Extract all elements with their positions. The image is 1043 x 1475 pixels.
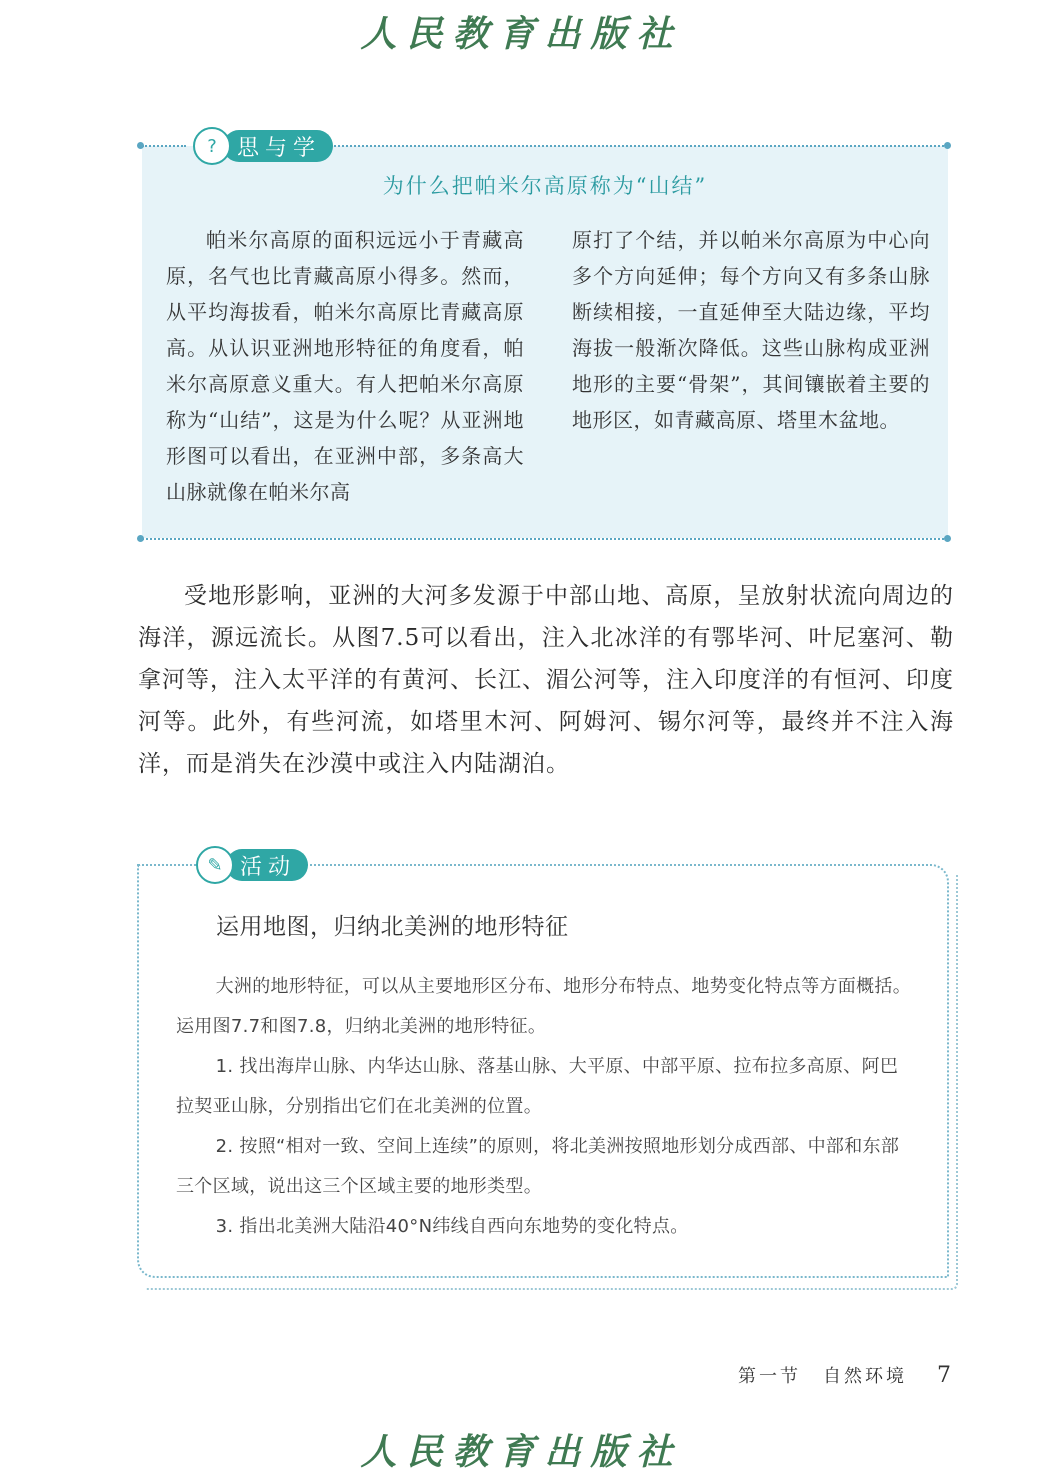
activity-item-1: 1. 找出海岸山脉、内华达山脉、落基山脉、大平原、中部平原、拉布拉多高原、阿巴拉契亚山脉，分别指出它们在北美洲的位置。 xyxy=(176,1056,899,1117)
think-bottom-rule xyxy=(142,538,948,540)
activity-intro: 大洲的地形特征，可以从主要地形区分布、地形分布特点、地势变化特点等方面概括。运用图7.7和图7.8，归纳北美洲的地形特征。 xyxy=(176,976,911,1037)
footer-chapter: 自然环境 xyxy=(823,1366,907,1387)
activity-item-3: 3. 指出北美洲大陆沿40°N纬线自西向东地势的变化特点。 xyxy=(215,1216,689,1237)
activity-title: 运用地图，归纳北美洲的地形特征 xyxy=(216,914,569,940)
rule-dot xyxy=(944,535,951,542)
publisher-watermark-bottom: 人民教育出版社 xyxy=(360,1431,683,1473)
rule-dot xyxy=(944,142,951,149)
activity-icon: ✎ xyxy=(196,846,234,884)
page-footer xyxy=(738,1362,951,1388)
think-right-column: 原打了个结，并以帕米尔高原为中心向多个方向延伸；每个方向又有多条山脉断续相接，一直延伸至大陆边缘，平均海拔一般渐次降低。这些山脉构成亚洲地形的主要“骨架”，其间镶嵌着主要的地形区，如青藏高原、塔里木盆地。 xyxy=(572,228,930,432)
activity-item-2: 2. 按照“相对一致、空间上连续”的原则，将北美洲按照地形划分成西部、中部和东部三个区域，说出这三个区域主要的地形类型。 xyxy=(176,1136,900,1197)
footer-section: 第一节 xyxy=(738,1366,801,1387)
activity-badge xyxy=(196,846,308,884)
think-badge-label: 思与学 xyxy=(223,130,333,162)
think-left-column: 帕米尔高原的面积远远小于青藏高原，名气也比青藏高原小得多。然而，从平均海拔看，帕米尔高原比青藏高原高。从认识亚洲地形特征的角度看，帕米尔高原意义重大。有人把帕米尔高原称为“山结”，这是为什么呢？从亚洲地形图可以看出，在亚洲中部，多条高大山脉就像在帕米尔高 xyxy=(166,228,524,504)
think-icon: ? xyxy=(193,127,231,165)
think-title: 为什么把帕米尔高原称为“山结” xyxy=(382,174,708,198)
think-badge xyxy=(193,127,333,165)
rule-dot xyxy=(137,142,144,149)
rule-dot xyxy=(137,535,144,542)
publisher-watermark: 人民教育出版社 xyxy=(360,13,683,55)
page-number: 7 xyxy=(937,1363,951,1388)
think-top-rule-left xyxy=(142,145,186,147)
think-top-rule-right xyxy=(334,145,948,147)
body-paragraph: 受地形影响，亚洲的大河多发源于中部山地、高原，呈放射状流向周边的海洋，源远流长。从图7.5可以看出，注入北冰洋的有鄂毕河、叶尼塞河、勒拿河等，注入太平洋的有黄河、长江、湄公河等，注入印度洋的有恒河、印度河等。此外，有些河流，如塔里木河、阿姆河、锡尔河等，最终并不注入海洋，而是消失在沙漠中或注入内陆湖泊。 xyxy=(138,583,954,777)
activity-badge-label: 活动 xyxy=(226,849,308,881)
